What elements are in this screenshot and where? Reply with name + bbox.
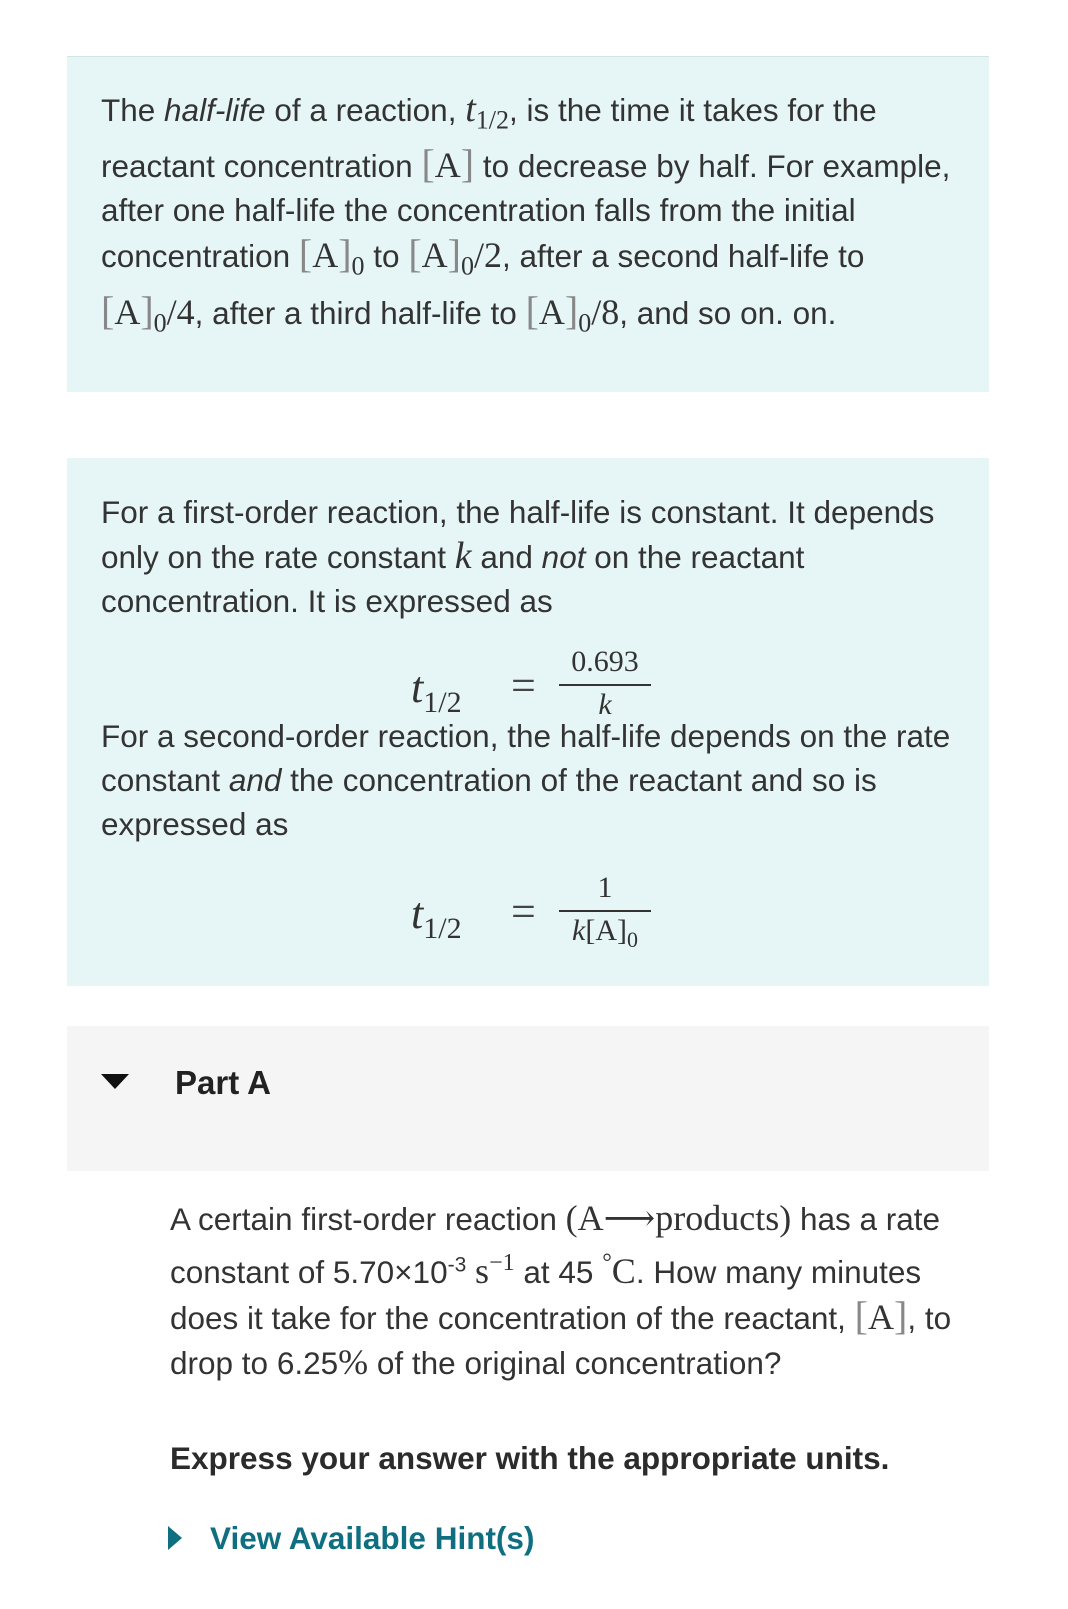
half-life-formulas-panel xyxy=(67,458,989,986)
part-a-title: Part A xyxy=(175,1064,271,1101)
answer-instructions: Express your answer with the appropriate units. xyxy=(170,1440,890,1476)
part-a-header[interactable] xyxy=(67,1026,989,1171)
second-order-text: For a second-order reaction, the half-life depends on the rate constant and the concentration of the reactant and so is expressed as xyxy=(101,718,951,842)
collapse-triangle-icon[interactable] xyxy=(101,1074,129,1089)
expand-triangle-icon[interactable] xyxy=(168,1526,182,1550)
view-hints-link[interactable] xyxy=(168,1516,534,1560)
view-hints-label[interactable]: View Available Hint(s) xyxy=(210,1519,535,1556)
second-order-equation: $t_{1/2}$ = 1 $k[A]_0$ xyxy=(411,870,671,970)
first-order-equation: $t_{1/2}$ = 0.693 k xyxy=(411,644,671,744)
question-text: A certain first-order reaction (A⟶products) has a rate constant of $5.70\times 10^{-3}$ $s^{-1}$ at 45 °C. How many minutes does it take for the concentration of the reactant, [A], to drop to 6.25% of the original concentration? xyxy=(170,1198,952,1382)
first-order-text: For a first-order reaction, the half-life is constant. It depends only on the rate constant k and not on the reactant concentration. It is expressed as xyxy=(101,494,935,619)
intro-text: The half-life of a reaction, $t_{1/2}$, is the time it takes for the reactant concentration [A] to decrease by half. For example, after one half-life the concentration falls from the initial concentration $[A]_0$ to $[A]_0/2$, after a second half-life to $[A]_0/4$, after a third half-life to $[A]_0/8$, and so on. on. xyxy=(101,88,951,337)
intro-panel xyxy=(67,56,989,392)
